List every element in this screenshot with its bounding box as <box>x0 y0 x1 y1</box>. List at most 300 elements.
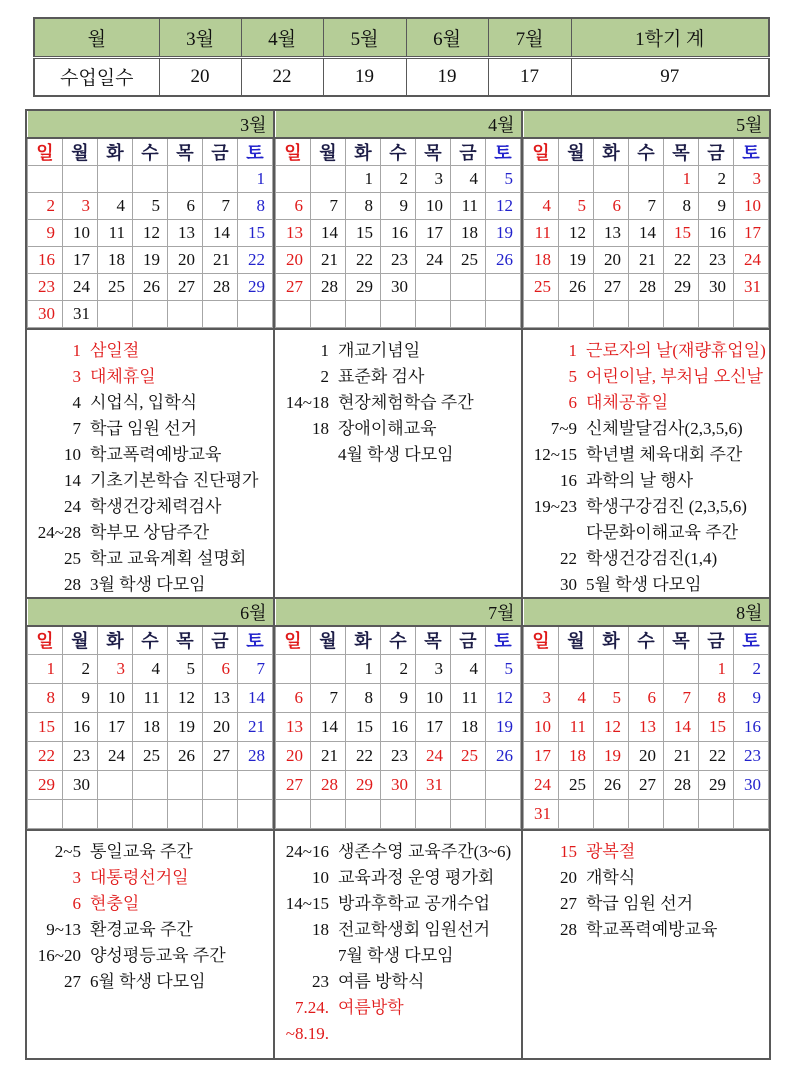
event-row <box>523 839 769 865</box>
day-cell: 15 <box>346 220 381 247</box>
day-cell: 24 <box>63 274 98 301</box>
day-cell: 18 <box>451 712 486 741</box>
day-cell <box>311 654 346 683</box>
day-of-week-label: 토 <box>734 626 769 654</box>
day-cell <box>451 799 486 828</box>
day-cell <box>346 799 381 828</box>
event-row <box>523 572 769 598</box>
event-date: 9~13 <box>46 919 81 939</box>
day-cell: 17 <box>416 220 451 247</box>
month-name-label: 8월 <box>524 599 769 626</box>
month-section <box>273 599 521 1058</box>
calendar-block-jun-jul-aug <box>25 597 771 1060</box>
day-cell <box>524 166 559 193</box>
month-name-row <box>524 111 769 138</box>
class-days-may: 19 <box>323 57 406 96</box>
month-calendar <box>523 599 769 829</box>
day-cell <box>346 301 381 328</box>
event-title: 현충일 <box>90 893 140 913</box>
week-row <box>524 799 769 828</box>
day-of-week-label: 월 <box>559 138 594 166</box>
week-row <box>524 301 769 328</box>
month-section <box>27 599 273 1058</box>
day-cell: 22 <box>699 741 734 770</box>
event-row <box>27 338 273 364</box>
day-cell: 27 <box>168 274 203 301</box>
day-cell <box>416 799 451 828</box>
event-title: 생존수영 교육주간(3~6) <box>338 841 512 861</box>
event-date: 7~9 <box>550 419 577 438</box>
event-row <box>523 520 769 546</box>
week-row <box>28 247 273 274</box>
day-cell: 24 <box>734 247 769 274</box>
event-date <box>275 943 329 969</box>
day-cell <box>63 799 98 828</box>
day-cell <box>416 274 451 301</box>
day-cell: 17 <box>524 741 559 770</box>
event-row <box>275 390 521 416</box>
day-cell: 14 <box>238 683 273 712</box>
day-cell <box>311 166 346 193</box>
day-cell: 8 <box>699 683 734 712</box>
event-title: 5월 학생 다모임 <box>586 575 702 594</box>
day-of-week-label: 금 <box>203 626 238 654</box>
summary-header-semester-total: 1학기 계 <box>571 18 769 57</box>
event-date: 16 <box>560 471 577 490</box>
day-cell <box>203 166 238 193</box>
day-cell <box>133 770 168 799</box>
day-of-week-label: 목 <box>168 626 203 654</box>
event-row <box>27 969 273 995</box>
day-cell <box>28 166 63 193</box>
week-row <box>276 770 521 799</box>
class-days-semester-total: 97 <box>571 57 769 96</box>
week-row <box>28 220 273 247</box>
day-cell: 16 <box>28 247 63 274</box>
day-cell: 26 <box>559 274 594 301</box>
day-cell: 12 <box>133 220 168 247</box>
day-cell: 7 <box>203 193 238 220</box>
day-of-week-label: 토 <box>734 138 769 166</box>
month-name-label: 5월 <box>524 111 769 138</box>
day-of-week-label: 화 <box>346 138 381 166</box>
week-row <box>524 220 769 247</box>
day-cell <box>98 166 133 193</box>
day-cell <box>559 301 594 328</box>
event-row <box>275 891 521 917</box>
event-date: 1 <box>72 341 81 360</box>
day-cell <box>276 799 311 828</box>
day-of-week-label: 목 <box>416 138 451 166</box>
day-cell <box>98 770 133 799</box>
day-cell: 6 <box>203 654 238 683</box>
summary-header-month: 월 <box>34 18 159 57</box>
event-title: 학생구강검진 (2,3,5,6) <box>586 497 747 516</box>
event-date: 12~15 <box>533 445 577 464</box>
event-row <box>523 364 769 390</box>
day-cell <box>381 799 416 828</box>
month-name-label: 6월 <box>28 599 273 626</box>
day-of-week-header-row <box>276 138 521 166</box>
day-cell: 18 <box>133 712 168 741</box>
day-cell: 5 <box>594 683 629 712</box>
week-row <box>28 193 273 220</box>
class-days-jun: 19 <box>406 57 488 96</box>
event-title: 학생건강검진(1,4) <box>586 549 718 568</box>
day-cell: 26 <box>168 741 203 770</box>
week-row <box>524 166 769 193</box>
month-events-list <box>275 328 521 598</box>
day-of-week-label: 화 <box>594 138 629 166</box>
day-cell: 28 <box>629 274 664 301</box>
day-cell: 19 <box>559 247 594 274</box>
day-of-week-header-row <box>28 138 273 166</box>
event-date: 28 <box>560 919 577 939</box>
day-cell: 4 <box>451 166 486 193</box>
day-cell <box>629 654 664 683</box>
day-of-week-label: 일 <box>28 626 63 654</box>
day-cell: 20 <box>629 741 664 770</box>
day-cell: 23 <box>381 741 416 770</box>
week-row <box>276 683 521 712</box>
day-cell <box>594 799 629 828</box>
class-days-apr: 22 <box>241 57 323 96</box>
event-row <box>27 416 273 442</box>
day-cell <box>594 301 629 328</box>
day-cell: 12 <box>559 220 594 247</box>
day-cell: 9 <box>699 193 734 220</box>
day-cell: 10 <box>63 220 98 247</box>
month-name-row <box>28 111 273 138</box>
event-title: 3월 학생 다모임 <box>90 575 206 594</box>
event-title: 학부모 상담주간 <box>90 523 210 542</box>
event-title: 방과후학교 공개수업 <box>338 893 491 913</box>
day-of-week-label: 월 <box>311 138 346 166</box>
day-cell: 28 <box>311 274 346 301</box>
day-cell: 4 <box>559 683 594 712</box>
day-of-week-label: 금 <box>203 138 238 166</box>
month-name-label: 7월 <box>276 599 521 626</box>
day-cell: 7 <box>311 193 346 220</box>
event-row <box>27 468 273 494</box>
day-of-week-label: 일 <box>276 626 311 654</box>
event-title: 대체공휴일 <box>586 393 669 412</box>
event-date: 14 <box>64 471 81 490</box>
day-cell: 16 <box>381 220 416 247</box>
day-cell: 3 <box>734 166 769 193</box>
summary-row-label: 수업일수 <box>34 57 159 96</box>
week-row <box>276 301 521 328</box>
day-cell: 12 <box>486 683 521 712</box>
event-row <box>523 442 769 468</box>
month-calendar <box>275 599 521 829</box>
week-row <box>28 274 273 301</box>
event-date: 1 <box>320 341 329 360</box>
event-row <box>275 917 521 943</box>
day-cell: 8 <box>28 683 63 712</box>
month-calendar <box>275 111 521 328</box>
day-cell: 23 <box>699 247 734 274</box>
day-cell: 7 <box>238 654 273 683</box>
week-row <box>28 770 273 799</box>
day-cell: 2 <box>381 654 416 683</box>
day-cell: 6 <box>629 683 664 712</box>
event-title: 전교학생회 임원선거 <box>338 919 491 939</box>
event-title: 표준화 검사 <box>338 367 425 386</box>
day-cell: 4 <box>451 654 486 683</box>
event-date: 10 <box>64 445 81 464</box>
day-cell <box>168 301 203 328</box>
event-title: 광복절 <box>586 841 636 861</box>
week-row <box>524 712 769 741</box>
day-cell: 25 <box>559 770 594 799</box>
week-row <box>524 274 769 301</box>
day-cell: 14 <box>203 220 238 247</box>
day-cell <box>311 301 346 328</box>
event-date: 14~18 <box>285 393 329 412</box>
event-row <box>275 969 521 995</box>
summary-header-apr: 4월 <box>241 18 323 57</box>
day-cell: 28 <box>203 274 238 301</box>
week-row <box>524 247 769 274</box>
day-cell: 26 <box>133 274 168 301</box>
day-cell <box>699 301 734 328</box>
day-cell: 29 <box>664 274 699 301</box>
day-cell: 22 <box>664 247 699 274</box>
event-row <box>27 442 273 468</box>
day-cell: 16 <box>699 220 734 247</box>
day-cell: 11 <box>524 220 559 247</box>
summary-header-row <box>34 18 769 57</box>
day-cell: 6 <box>594 193 629 220</box>
day-cell: 6 <box>168 193 203 220</box>
day-cell: 18 <box>451 220 486 247</box>
event-row <box>523 494 769 520</box>
event-date: 7 <box>72 419 81 438</box>
day-cell <box>276 166 311 193</box>
day-cell: 20 <box>168 247 203 274</box>
day-cell: 20 <box>203 712 238 741</box>
event-row <box>523 865 769 891</box>
week-row <box>276 799 521 828</box>
day-of-week-label: 수 <box>133 138 168 166</box>
day-cell: 7 <box>629 193 664 220</box>
day-cell: 10 <box>416 193 451 220</box>
week-row <box>276 741 521 770</box>
day-cell: 14 <box>629 220 664 247</box>
week-row <box>524 654 769 683</box>
week-row <box>28 683 273 712</box>
class-days-summary-table <box>33 17 770 97</box>
day-cell: 16 <box>381 712 416 741</box>
event-title: 개학식 <box>586 867 636 887</box>
month-events-list <box>523 328 769 598</box>
day-cell: 31 <box>416 770 451 799</box>
day-of-week-label: 수 <box>381 626 416 654</box>
day-cell: 20 <box>594 247 629 274</box>
event-row <box>27 364 273 390</box>
month-section <box>521 111 769 598</box>
week-row <box>276 712 521 741</box>
day-cell: 31 <box>734 274 769 301</box>
month-calendar <box>27 111 273 328</box>
day-cell: 11 <box>133 683 168 712</box>
event-date: 10 <box>312 867 329 887</box>
month-events-list <box>27 328 273 598</box>
summary-header-jul: 7월 <box>488 18 571 57</box>
day-of-week-header-row <box>276 626 521 654</box>
event-row <box>523 546 769 572</box>
day-cell <box>664 301 699 328</box>
day-cell: 14 <box>311 220 346 247</box>
day-cell <box>168 799 203 828</box>
day-cell: 25 <box>98 274 133 301</box>
day-cell: 31 <box>524 799 559 828</box>
summary-header-may: 5월 <box>323 18 406 57</box>
day-cell: 27 <box>594 274 629 301</box>
day-cell <box>203 770 238 799</box>
day-cell: 26 <box>486 247 521 274</box>
event-row <box>27 494 273 520</box>
day-cell: 21 <box>664 741 699 770</box>
day-cell: 10 <box>734 193 769 220</box>
day-cell: 2 <box>381 166 416 193</box>
day-cell: 21 <box>311 741 346 770</box>
event-row <box>27 572 273 598</box>
day-cell: 5 <box>559 193 594 220</box>
day-of-week-label: 금 <box>451 626 486 654</box>
day-cell: 27 <box>629 770 664 799</box>
day-cell: 5 <box>168 654 203 683</box>
event-row <box>27 891 273 917</box>
day-cell: 11 <box>451 683 486 712</box>
event-row <box>523 390 769 416</box>
event-title: 6월 학생 다모임 <box>90 971 206 991</box>
event-row <box>275 1021 521 1047</box>
day-of-week-label: 수 <box>133 626 168 654</box>
week-row <box>28 654 273 683</box>
day-cell <box>416 301 451 328</box>
event-date: 27 <box>560 893 577 913</box>
day-of-week-label: 일 <box>524 138 559 166</box>
day-cell: 30 <box>381 274 416 301</box>
day-cell: 4 <box>133 654 168 683</box>
day-cell <box>168 166 203 193</box>
day-cell: 12 <box>486 193 521 220</box>
day-cell: 14 <box>311 712 346 741</box>
day-cell: 29 <box>699 770 734 799</box>
event-date: 5 <box>568 367 577 386</box>
day-cell: 13 <box>168 220 203 247</box>
day-cell: 11 <box>98 220 133 247</box>
event-title: 기초기본학습 진단평가 <box>90 471 259 490</box>
day-of-week-label: 일 <box>524 626 559 654</box>
day-of-week-header-row <box>524 138 769 166</box>
day-cell: 2 <box>734 654 769 683</box>
day-cell: 11 <box>559 712 594 741</box>
day-of-week-header-row <box>28 626 273 654</box>
day-cell: 30 <box>734 770 769 799</box>
event-row <box>27 943 273 969</box>
day-cell <box>133 799 168 828</box>
day-cell <box>63 166 98 193</box>
event-date: 28 <box>64 575 81 594</box>
day-cell: 15 <box>346 712 381 741</box>
day-cell: 20 <box>276 741 311 770</box>
event-row <box>275 865 521 891</box>
summary-header-mar: 3월 <box>159 18 241 57</box>
week-row <box>28 301 273 328</box>
day-cell <box>559 654 594 683</box>
event-date: 23 <box>312 971 329 991</box>
day-cell <box>594 654 629 683</box>
event-title: 여름방학 <box>338 997 404 1017</box>
day-cell <box>133 301 168 328</box>
day-of-week-label: 일 <box>28 138 63 166</box>
day-of-week-header-row <box>524 626 769 654</box>
day-of-week-label: 토 <box>238 138 273 166</box>
event-date <box>523 520 577 546</box>
day-cell <box>664 799 699 828</box>
day-cell: 26 <box>594 770 629 799</box>
day-cell: 28 <box>311 770 346 799</box>
day-cell <box>238 770 273 799</box>
day-cell <box>203 799 238 828</box>
day-cell <box>133 166 168 193</box>
day-cell: 18 <box>98 247 133 274</box>
event-title: 4월 학생 다모임 <box>338 445 454 464</box>
event-date: 27 <box>64 971 81 991</box>
day-of-week-label: 토 <box>238 626 273 654</box>
event-title: 장애이해교육 <box>338 419 437 438</box>
day-cell: 14 <box>664 712 699 741</box>
month-events-list <box>523 829 769 1058</box>
day-cell: 8 <box>346 683 381 712</box>
day-cell: 22 <box>28 741 63 770</box>
day-cell: 9 <box>381 683 416 712</box>
week-row <box>524 683 769 712</box>
month-name-row <box>276 599 521 626</box>
day-cell: 6 <box>276 193 311 220</box>
day-cell: 25 <box>524 274 559 301</box>
day-cell: 8 <box>238 193 273 220</box>
event-title: 현장체험학습 주간 <box>338 393 474 412</box>
day-cell <box>381 301 416 328</box>
day-cell: 3 <box>416 654 451 683</box>
day-cell <box>734 301 769 328</box>
event-title: 시업식, 입학식 <box>90 393 198 412</box>
day-of-week-label: 수 <box>629 138 664 166</box>
day-cell: 26 <box>486 741 521 770</box>
event-row <box>275 416 521 442</box>
event-row <box>27 865 273 891</box>
month-calendar <box>27 599 273 829</box>
day-of-week-label: 목 <box>168 138 203 166</box>
day-cell: 22 <box>346 741 381 770</box>
day-cell: 3 <box>524 683 559 712</box>
day-cell: 6 <box>276 683 311 712</box>
day-cell: 17 <box>63 247 98 274</box>
day-cell <box>524 301 559 328</box>
event-date: 6 <box>72 893 81 913</box>
event-date: 20 <box>560 867 577 887</box>
event-date: 1 <box>568 341 577 360</box>
day-cell: 12 <box>168 683 203 712</box>
day-cell: 18 <box>524 247 559 274</box>
day-cell: 17 <box>734 220 769 247</box>
day-of-week-label: 화 <box>98 138 133 166</box>
event-date: 7.24. <box>295 997 329 1017</box>
